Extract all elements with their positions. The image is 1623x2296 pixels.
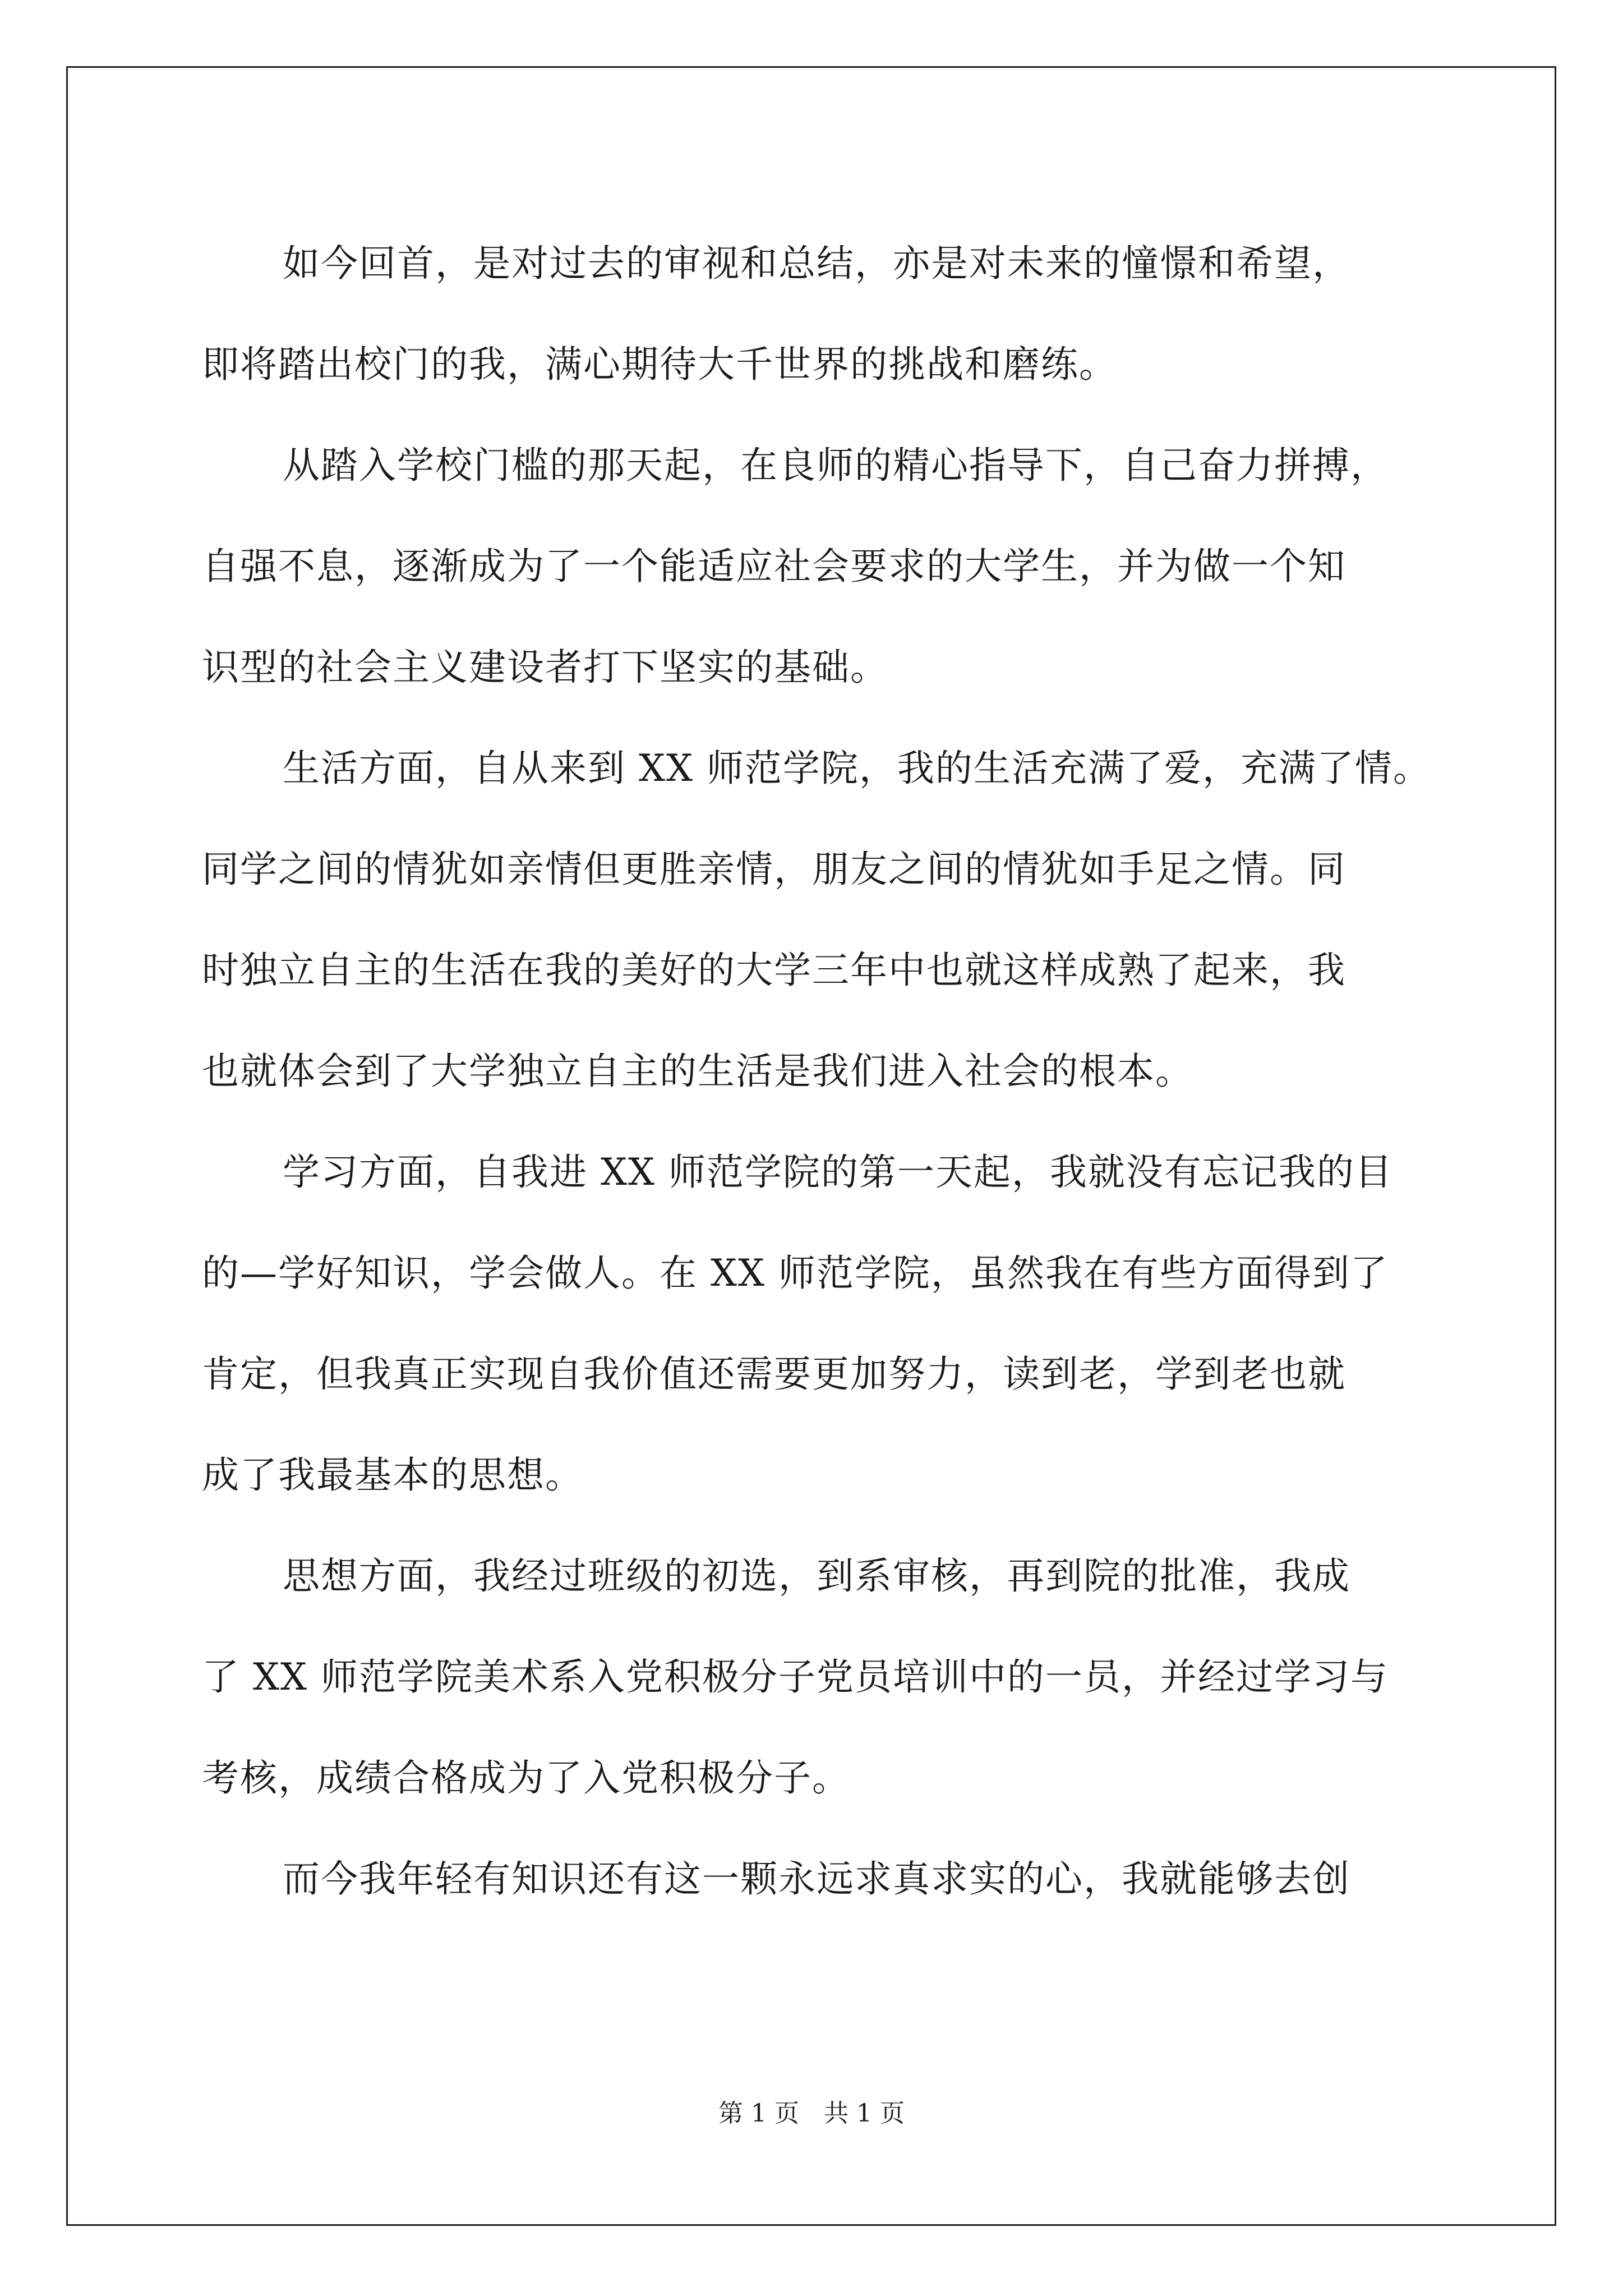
text-line: 也就体会到了大学独立自主的生活是我们进入社会的根本。	[202, 1050, 1193, 1093]
text-line: 自强不息，逐渐成为了一个能适应社会要求的大学生，并为做一个知	[202, 545, 1346, 588]
document-body	[202, 213, 1436, 1930]
page-footer: 第 1 页 共 1 页	[718, 2099, 905, 2128]
paragraph	[202, 718, 1436, 1122]
text-line: 时独立自主的生活在我的美好的大学三年中也就这样成熟了起来，我	[202, 949, 1346, 992]
text-line: 思想方面，我经过班级的初选，到系审核，再到院的批准，我成	[283, 1554, 1350, 1598]
paragraph	[202, 1829, 1436, 1930]
text-line: 成了我最基本的思想。	[202, 1453, 583, 1497]
text-line: 如今回首，是对过去的审视和总结，亦是对未来的憧憬和希望，	[283, 242, 1350, 285]
text-line: 了 XX 师范学院美术系入党积极分子党员培训中的一员，并经过学习与	[202, 1655, 1389, 1699]
text-line: 学习方面，自我进 XX 师范学院的第一天起，我就没有忘记我的目	[283, 1151, 1393, 1194]
text-line: 而今我年轻有知识还有这一颗永远求真求实的心，我就能够去创	[283, 1857, 1350, 1901]
text-line: 即将踏出校门的我，满心期待大千世界的挑战和磨练。	[202, 343, 1117, 386]
text-line: 同学之间的情犹如亲情但更胜亲情，朋友之间的情犹如手足之情。同	[202, 848, 1346, 891]
text-line: 的—学好知识，学会做人。在 XX 师范学院，虽然我在有些方面得到了	[202, 1251, 1389, 1295]
text-line: 肯定，但我真正实现自我价值还需要更加努力，读到老，学到老也就	[202, 1352, 1346, 1396]
text-line: 识型的社会主义建设者打下坚实的基础。	[202, 646, 888, 689]
text-line: 生活方面，自从来到 XX 师范学院，我的生活充满了爱，充满了情。	[283, 747, 1431, 790]
text-line: 考核，成绩合格成为了入党积极分子。	[202, 1756, 850, 1800]
text-line: 从踏入学校门槛的那天起，在良师的精心指导下，自己奋力拼搏，	[283, 444, 1389, 487]
paragraph	[202, 415, 1436, 718]
paragraph	[202, 1122, 1436, 1526]
paragraph	[202, 213, 1436, 415]
paragraph	[202, 1526, 1436, 1829]
